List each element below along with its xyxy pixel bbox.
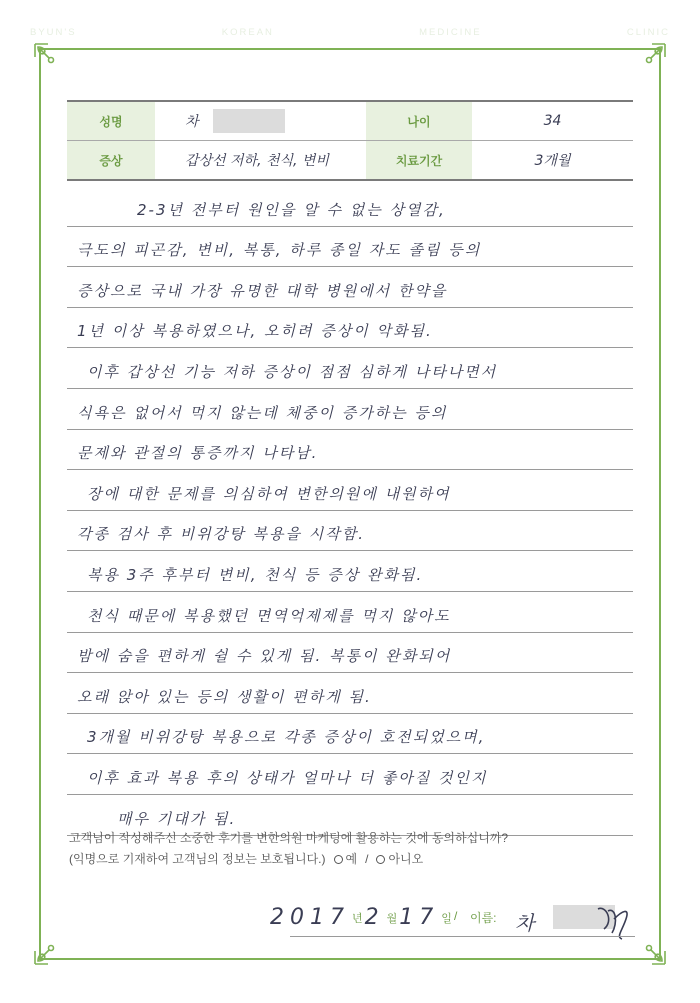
name-text: 차 [185, 114, 199, 130]
header-word: BYUN'S [30, 26, 77, 38]
date-day: 17 [399, 905, 440, 930]
handwritten-line: 이후 효과 복용 후의 상태가 얼마나 더 좋아질 것인지 [67, 754, 633, 795]
consent-no-option[interactable] [376, 848, 423, 870]
name-label: 성명 [67, 102, 155, 140]
signature-area [270, 895, 650, 945]
consent-options-row [69, 848, 629, 870]
date-year: 2017 [270, 905, 350, 930]
date-day-unit: 일 [441, 913, 452, 925]
handwritten-line: 각종 검사 후 비위강탕 복용을 시작함. [67, 511, 633, 552]
testimonial-body [67, 186, 633, 836]
consent-separator: / [365, 852, 369, 866]
radio-yes-icon[interactable] [334, 855, 343, 864]
handwritten-line: 천식 때문에 복용했던 면역억제제를 먹지 않아도 [67, 592, 633, 633]
info-row [67, 100, 633, 141]
handwritten-line: 복용 3주 후부터 변비, 천식 등 증상 완화됨. [67, 551, 633, 592]
signature-separator: / [454, 909, 458, 923]
consent-note: (익명으로 기재하여 고객님의 정보는 보호됩니다.) [69, 852, 326, 866]
handwritten-line: 장에 대한 문제를 의심하여 변한의원에 내원하여 [67, 470, 633, 511]
corner-ornament-icon [32, 933, 66, 967]
handwritten-line: 식욕은 없어서 먹지 않는데 체중이 증가하는 등의 [67, 389, 633, 430]
handwritten-line: 오래 앉아 있는 등의 생활이 편하게 됨. [67, 673, 633, 714]
handwritten-line: 2-3년 전부터 원인을 알 수 없는 상열감, [67, 186, 633, 227]
corner-ornament-icon [634, 41, 668, 75]
treatment-period-label: 치료기간 [366, 141, 472, 179]
handwritten-line: 문제와 관절의 통증까지 나타남. [67, 430, 633, 471]
patient-info-table [67, 100, 633, 181]
handwritten-line: 매우 기대가 됨. [67, 795, 633, 836]
handwritten-line: 극도의 피곤감, 변비, 복통, 하루 종일 자도 졸림 등의 [67, 227, 633, 268]
handwritten-line: 이후 갑상선 기능 저하 증상이 점점 심하게 나타나면서 [67, 348, 633, 389]
handwritten-line: 증상으로 국내 가장 유명한 대학 병원에서 한약을 [67, 267, 633, 308]
handwritten-line: 3개월 비위강탕 복용으로 각종 증상이 호전되었으며, [67, 714, 633, 755]
date-year-unit: 년 [352, 913, 363, 925]
handwritten-line: 1년 이상 복용하였으나, 오히려 증상이 악화됨. [67, 308, 633, 349]
treatment-period-value: 3개월 [534, 153, 571, 169]
signature-name-value: 차 [515, 911, 535, 935]
header-word: KOREAN [221, 26, 274, 38]
header-word: CLINIC [626, 26, 670, 38]
date-month: 2 [364, 905, 385, 930]
name-value [155, 102, 366, 140]
symptom-label: 증상 [67, 141, 155, 179]
clinic-header [0, 22, 700, 42]
symptom-value: 갑상선 저하, 천식, 변비 [185, 153, 329, 169]
handwritten-line: 밤에 숨을 편하게 쉴 수 있게 됨. 복통이 완화되어 [67, 633, 633, 674]
handwritten-signature-icon [592, 901, 638, 941]
radio-no-icon[interactable] [376, 855, 385, 864]
consent-yes-label: 예 [345, 852, 358, 866]
date-field [270, 905, 454, 930]
info-row [67, 141, 633, 181]
consent-yes-option[interactable] [334, 848, 358, 870]
signature-underline [290, 936, 635, 937]
age-label: 나이 [366, 102, 472, 140]
redaction-box [213, 109, 285, 133]
corner-ornament-icon [32, 41, 66, 75]
consent-no-label: 아니오 [388, 852, 424, 866]
age-value: 34 [543, 113, 562, 129]
consent-question: 고객님이 작성해주신 소중한 후기를 변한의원 마케팅에 활용하는 것에 동의하십니까? [69, 831, 509, 845]
date-month-unit: 월 [386, 913, 398, 925]
consent-section [69, 828, 629, 870]
header-word: MEDICINE [419, 26, 482, 38]
signature-name-label: 이름: [470, 911, 497, 925]
